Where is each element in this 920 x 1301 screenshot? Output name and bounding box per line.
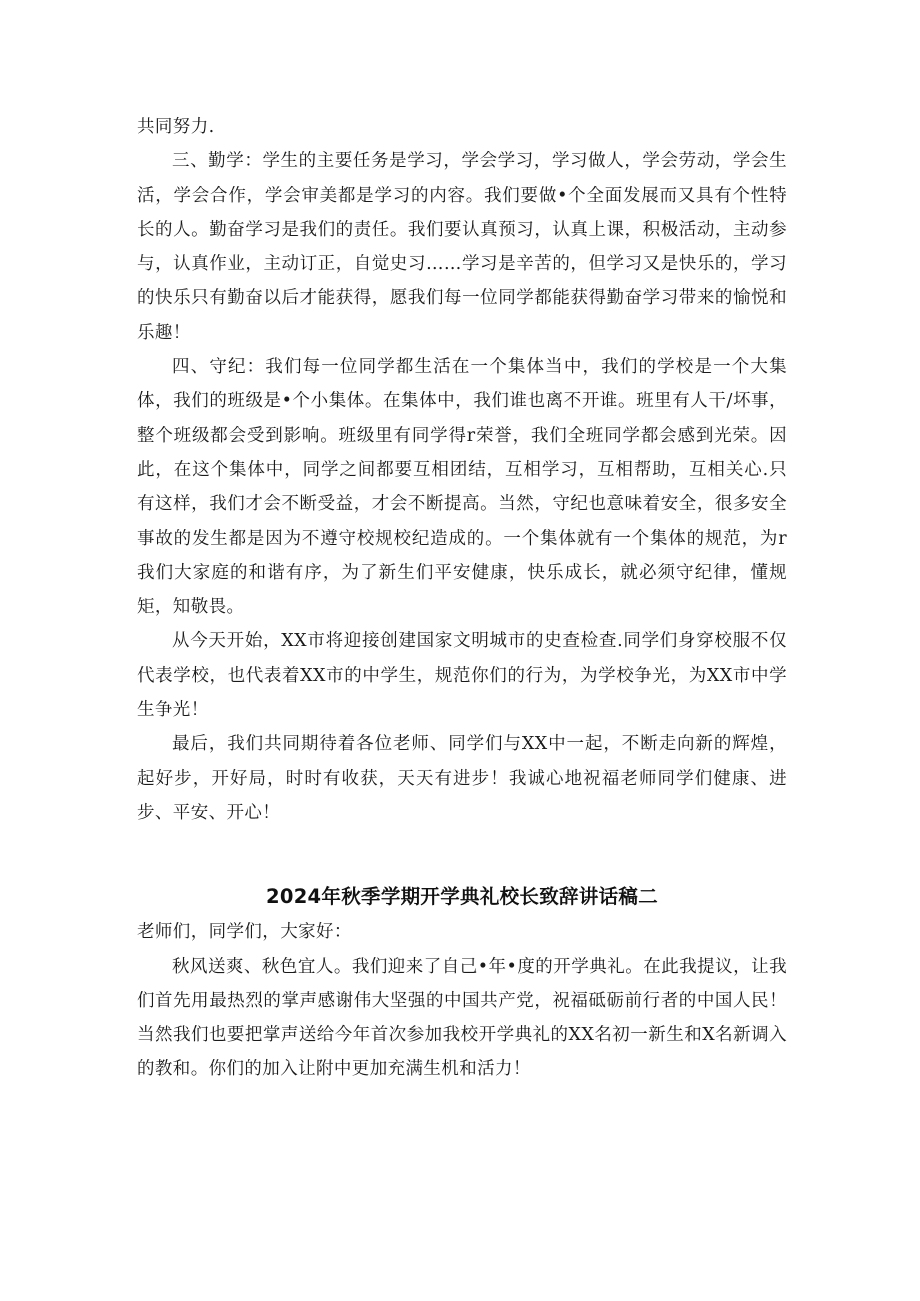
paragraph-discipline: 四、守纪：我们每一位同学都生活在一个集体当中，我们的学校是一个大集体，我们的班级是•个小集体。在集体中，我们谁也离不开谁。班里有人干/坏事，整个班级都会受到影响。班级里有同学得r荣誉，我们全班同学都会感到光荣。因此，在这个集体中，同学之间都要互相团结，互相学习，互相帮助，互相关心.只有这样，我们才会不断受益，才会不断提高。当然，守纪也意味着安全，很多安全事故的发生都是因为不遵守校规校纪造成的。一个集体就有一个集体的规范，为r我们大家庭的和谐有序，为了新生们平安健康，快乐成长，就必须守纪律，懂规矩，知敬畏。: [137, 357, 787, 618]
speech-one-ending: [137, 110, 787, 830]
paragraph-opening: 秋风送爽、秋色宜人。我们迎来了自己•年•度的开学典礼。在此我提议，让我们首先用最热烈的掌声感谢伟大坚强的中国共产党，祝福砥砺前行者的中国人民！当然我们也要把掌声送给今年首次参加我校开学典礼的XX名初一新生和X名新调入的教和。你们的加入让附中更加充满生机和活力！: [137, 956, 787, 1080]
paragraph-civilized-city: 从今天开始，XX市将迎接创建国家文明城市的史查检查.同学们身穿校服不仅代表学校，也代表着XX市的中学生，规范你们的行为，为学校争光，为XX市中学生争光！: [137, 631, 787, 721]
document-page: [137, 110, 787, 1087]
paragraph-continuation: 共同努力.: [137, 117, 215, 137]
paragraph-diligent-study: 三、勤学：学生的主要任务是学习，学会学习，学习做人，学会劳动，学会生活，学会合作，学会审美都是学习的内容。我们要做•个全面发展而又具有个性特长的人。勤奋学习是我们的责任。我们要认真预习，认真上课，积极活动，主动参与，认真作业，主动订正，自觉史习……学习是辛苦的，但学习又是快乐的，学习的快乐只有勤奋以后才能获得，愿我们每一位同学都能获得勤奋学习带来的愉悦和乐趣！: [137, 151, 787, 343]
paragraph-closing-wishes: 最后，我们共同期待着各位老师、同学们与XX中一起，不断走向新的辉煌，起好步，开好局，时时有收获，天天有进步！我诚心地祝福老师同学们健康、进步、平安、开心！: [137, 734, 787, 823]
speech-two-greeting: 老师们，同学们，大家好：: [137, 922, 352, 943]
speech-two-title: 2024年秋季学期开学典礼校长致辞讲话稿二: [265, 885, 659, 909]
